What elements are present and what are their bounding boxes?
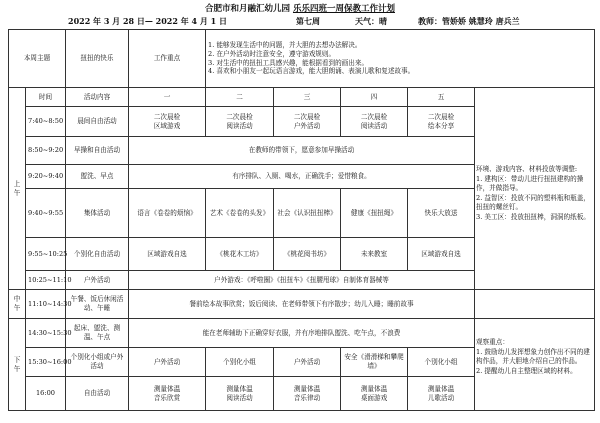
section-afternoon: 下午 xyxy=(9,319,26,411)
section-morning: 上午 xyxy=(9,88,26,290)
environment-notes: 环境、游戏内容、材料投放等调整: 1. 建构区：带动儿进行扭扭建构的操作，并做指导。 2. 益智区：投放不同的塑料瓶和瓶盖，扭扭的螺丝钉。 3. 美工区：投放扭扭棒，洞洞的纸板。 xyxy=(476,165,590,221)
row-time: 16:00 xyxy=(26,377,66,411)
theme-row xyxy=(9,30,595,88)
col-activity: 活动内容 xyxy=(66,88,129,107)
col-day-5: 五 xyxy=(408,88,475,107)
cell-text: 二次晨检 阅读活动 xyxy=(360,112,388,130)
day-cell: 个别化小组 xyxy=(408,348,475,377)
day-cell: 区域游戏自选 xyxy=(129,238,206,271)
cell-text: 二次晨检 户外活动 xyxy=(293,112,321,130)
col-day-2: 二 xyxy=(206,88,274,107)
row-activity: 个别化自由活动 xyxy=(66,238,129,271)
cell-text: 二次晨检 区域游戏 xyxy=(153,112,181,130)
day-cell: 区域游戏自选 xyxy=(408,238,475,271)
row-activity: 集体活动 xyxy=(66,189,129,238)
row-activity: 早操和自由活动 xyxy=(66,137,129,165)
theme-label: 本周主题 xyxy=(9,30,66,88)
day-cell: 健康《扭扭绳》 xyxy=(341,189,408,238)
row-activity: 盥洗、早点 xyxy=(66,165,129,189)
cell-text: 测量体温 阅读活动 xyxy=(226,384,253,402)
day-cell xyxy=(129,107,206,137)
focus-item: 3. 对生活中的扭扭工具感兴趣，能根据看到的画出来。 xyxy=(208,58,369,67)
cell-text: 测量体温 音乐律动 xyxy=(293,384,321,402)
day-cell xyxy=(206,107,274,137)
cell-text: 二次晨检 绘本分享 xyxy=(427,112,455,130)
row-time: 8:50~9:20 xyxy=(26,137,66,165)
day-cell xyxy=(341,377,408,411)
day-cell: 未来教室 xyxy=(341,238,408,271)
day-cell: 语言《卷卷的烦恼》 xyxy=(129,189,206,238)
day-cell: 《桃花阅书坊》 xyxy=(274,238,341,271)
theme-value: 扭扭的快乐 xyxy=(66,30,129,88)
row-time: 9:20~9:40 xyxy=(26,165,66,189)
day-cell: 社会《认识扭扭棒》 xyxy=(274,189,341,238)
merged-cell: 有序排队、入厕、喝水，正确洗手；爱惜粮食。 xyxy=(129,165,475,189)
col-time: 时间 xyxy=(26,88,66,107)
merged-cell: 餐前绘本故事欣赏；饭后阅读、在老师带领下有序散步；幼儿入睡；睡前故事 xyxy=(129,290,475,319)
day-cell: 安全《滑滑梯和攀爬墙》 xyxy=(341,348,408,377)
section-noon: 中午 xyxy=(9,290,26,319)
day-cell: 户外活动 xyxy=(274,348,341,377)
day-cell xyxy=(341,107,408,137)
col-day-3: 三 xyxy=(274,88,341,107)
focus-item: 1. 能够发现生活中的问题，并大胆的去想办法解决。 xyxy=(208,40,362,49)
row-time: 9:55~10:25 xyxy=(26,238,66,271)
teachers: 教师：管娇娇 姚慧玲 唐兵兰 xyxy=(418,16,520,26)
date-range: 2022 年 3 月 28 日— 2022 年 4 月 1 日 xyxy=(68,16,227,26)
day-cell xyxy=(408,107,475,137)
row-activity: 户外活动 xyxy=(66,271,129,290)
day-cell xyxy=(274,107,341,137)
row-time: 7:40~8:50 xyxy=(26,107,66,137)
row-activity: 午餐、饭后休闲活动、午睡 xyxy=(66,290,129,319)
row-time: 10:25~11:10 xyxy=(26,271,66,290)
row-time: 11:10~14:30 xyxy=(26,290,66,319)
day-cell: 户外活动 xyxy=(129,348,206,377)
merged-cell: 在教师的带领下，愿意参加早操活动 xyxy=(129,137,475,165)
day-cell: 艺术《卷卷的头发》 xyxy=(206,189,274,238)
day-cell xyxy=(408,377,475,411)
day-cell: 《桃花木工坊》 xyxy=(206,238,274,271)
day-cell: 个别化小组 xyxy=(206,348,274,377)
focus-item: 4. 喜欢和小朋友一起玩语言游戏，能大胆朗诵、表演儿歌和复述故事。 xyxy=(208,67,415,76)
col-day-4: 四 xyxy=(341,88,408,107)
cell-text: 测量体温 儿歌活动 xyxy=(427,384,455,402)
row-activity: 个别化小组或户外活动 xyxy=(66,348,129,377)
kindergarten-name: 合肥市和月融汇幼儿园 xyxy=(205,4,291,14)
col-day-1: 一 xyxy=(129,88,206,107)
plan-title: 乐乐四班一周保教工作计划 xyxy=(292,4,395,14)
day-cell xyxy=(274,377,341,411)
day-cell: 快乐大放送 xyxy=(408,189,475,238)
row-activity: 晨间自由活动 xyxy=(66,107,129,137)
week-number: 第七周 xyxy=(296,16,320,26)
weather: 天气：晴 xyxy=(355,16,387,26)
row-time: 14:30~15:30 xyxy=(26,319,66,348)
focus-label: 工作重点 xyxy=(129,30,206,88)
merged-cell: 能在老师辅助下正确穿好衣服，并有序地排队盥洗、吃午点，不浪费 xyxy=(129,319,475,348)
row-activity: 起床、盥洗、测温、午点 xyxy=(66,319,129,348)
focus-item: 2. 在户外活动时注意安全，遵守游戏规则。 xyxy=(208,49,336,58)
table-row xyxy=(9,290,595,319)
day-cell xyxy=(129,377,206,411)
cell-text: 二次晨检 阅读活动 xyxy=(226,112,253,130)
column-header-row xyxy=(9,88,595,107)
day-cell xyxy=(206,377,274,411)
document-title xyxy=(0,2,600,14)
observation-notes: 观察重点： 1. 鼓励幼儿发挥想象力创作出不同的建构作品，并大胆地介绍自己的作品。 2. 提醒幼儿自主整理区域的材料。 xyxy=(476,338,590,375)
merged-cell: 户外游戏：《呼啦圈》《扭扭车》《扭腰甩球》自制体育器械等 xyxy=(129,271,475,290)
cell-text: 测量体温 桌面游戏 xyxy=(360,384,388,402)
focus-list xyxy=(206,30,595,88)
row-activity: 自由活动 xyxy=(66,377,129,411)
cell-text: 测量体温 音乐欣赏 xyxy=(153,384,181,402)
row-time: 15:30~16:00 xyxy=(26,348,66,377)
row-time: 9:40~9:55 xyxy=(26,189,66,238)
